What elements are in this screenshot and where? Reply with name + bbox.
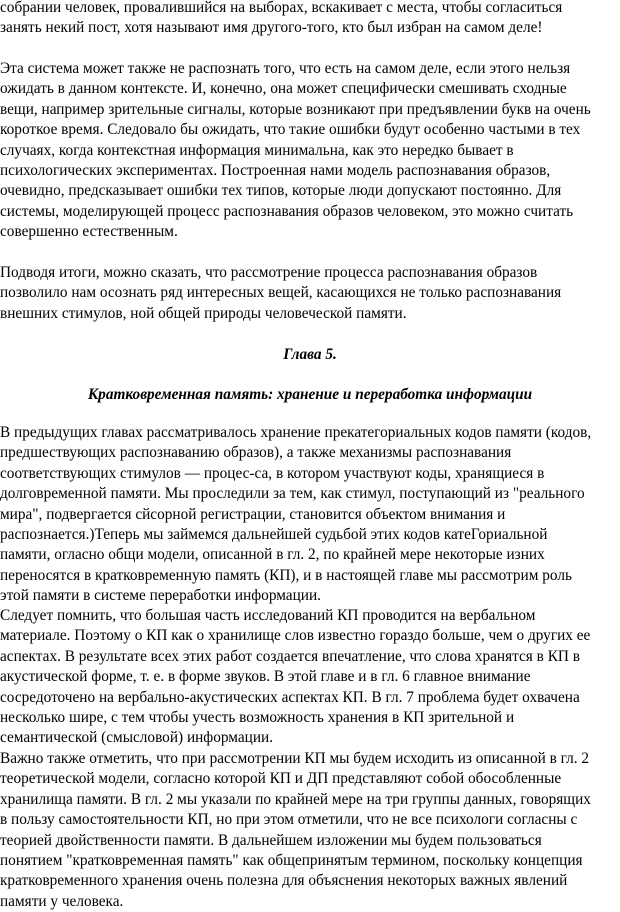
text-line: системы, моделирующей процесс распознавания образов человеком, это можно считать xyxy=(0,202,574,220)
text-line: позволило нам осознать ряд интересных вещей, касающихся не только распознавания xyxy=(0,284,562,302)
text-line: переносятся в кратковременную память (КП), и в настоящей главе мы рассмотрим роль xyxy=(0,566,572,584)
text-line: аспектах. В результате всех этих работ создается впечатление, что слова хранятся в КП в xyxy=(0,647,580,665)
text-line: распознается.)Теперь мы займемся дальнейшей судьбой этих кодов катеГориальной xyxy=(0,525,548,543)
text-line: сосредоточено на вербально-акустических аспектах КП. В гл. 7 проблема будет охвачена xyxy=(0,688,580,706)
text-line: внешних стимулов, ной общей природы человеческой памяти. xyxy=(0,304,407,322)
text-line: теоретической модели, согласно которой КП и ДП представляют собой обособленные xyxy=(0,770,562,788)
text-line: вещи, например зрительные сигналы, которые возникают при предъявлении букв на очень xyxy=(0,100,591,118)
text-line: психологических экспериментах. Построенная нами модель распознавания образов, xyxy=(0,161,551,179)
paragraph-verbal-material xyxy=(0,606,620,749)
text-line: случаях, когда контекстная информация минимальна, как это нередко бывает в xyxy=(0,141,514,159)
text-line: занять некий пост, хотя называют имя другого-того, кто был избран на самом деле! xyxy=(0,19,543,37)
text-line: короткое время. Следовало бы ожидать, что такие ошибки будут особенно частыми в тех xyxy=(0,121,581,139)
text-line: собрании человек, провалившийся на выборах, вскакивает с места, чтобы согласиться xyxy=(0,0,563,16)
text-line: очевидно, предсказывает ошибки тех типов, которые люди допускают постоянно. Для xyxy=(0,182,562,200)
text-line: В предыдущих главах рассматривалось хранение прекатегориальных кодов памяти (кодов, xyxy=(0,424,592,441)
text-line: Важно также отметить, что при рассмотрении КП мы будем исходить из описанной в гл. 2 xyxy=(0,750,590,767)
text-line: Следует помнить, что большая часть исследований КП проводится на вербальном xyxy=(0,607,536,624)
text-line: кратковременного хранения очень полезна для объяснения некоторых важных явлений xyxy=(0,872,568,890)
paragraph-chapter-intro xyxy=(0,423,620,607)
text-line: долговременной памяти. Мы проследили за тем, как стимул, поступающий из "реального xyxy=(0,485,585,503)
paragraph-summary xyxy=(0,263,620,324)
text-line: этой памяти в системе переработки информации. xyxy=(0,587,321,605)
text-line: несколько шире, с тем чтобы учесть возможность хранения в КП зрительной и xyxy=(0,708,515,726)
paragraph-recognition-errors xyxy=(0,59,620,243)
text-line: теорией двойственности памяти. В дальнейшем изложении мы будем пользоваться xyxy=(0,831,542,849)
text-line: понятием "кратковременная память" как общепринятым термином, поскольку концепция xyxy=(0,851,583,869)
text-line: памяти, огласно общи модели, описанной в гл. 2, по крайней мере некоторые изних xyxy=(0,546,545,564)
text-line: соответствующих стимулов — процес-са, в котором участвуют коды, хранящиеся в xyxy=(0,464,545,482)
chapter-title: Кратковременная память: хранение и переработка информации xyxy=(87,386,533,403)
paragraph-theoretical-model xyxy=(0,749,620,912)
text-line: предшествующих распознаванию образов), а также механизмы распознавания xyxy=(0,444,512,462)
text-line: ожидать в данном контексте. И, конечно, она может специфически смешивать сходные xyxy=(0,80,567,98)
text-line: акустической форме, т. е. в форме звуков. В этой главе и в гл. 6 главное внимание xyxy=(0,668,531,686)
text-line: Подводя итоги, можно сказать, что рассмотрение процесса распознавания образов xyxy=(0,264,538,281)
text-line: памяти у человека. xyxy=(0,892,124,910)
text-line: мира", подвергается сйсорной регистрации, становится объектом внимания и xyxy=(0,505,506,523)
paragraph-intro-continuation xyxy=(0,0,620,39)
chapter-number: Глава 5. xyxy=(283,346,337,363)
text-line: хранилища памяти. В гл. 2 мы указали по крайней мере на три группы данных, говорящих xyxy=(0,790,591,808)
text-line: в пользу самостоятельности КП, но при этом отметили, что не все психологи согласны с xyxy=(0,811,578,829)
text-line: семантической (смысловой) информации. xyxy=(0,729,274,747)
text-line: материале. Поэтому о КП как о хранилище слов известно гораздо больше, чем о других ее xyxy=(0,627,591,645)
text-line: совершенно естественным. xyxy=(0,223,178,241)
text-line: Эта система может также не распознать того, что есть на самом деле, если этого нельзя xyxy=(0,60,571,77)
